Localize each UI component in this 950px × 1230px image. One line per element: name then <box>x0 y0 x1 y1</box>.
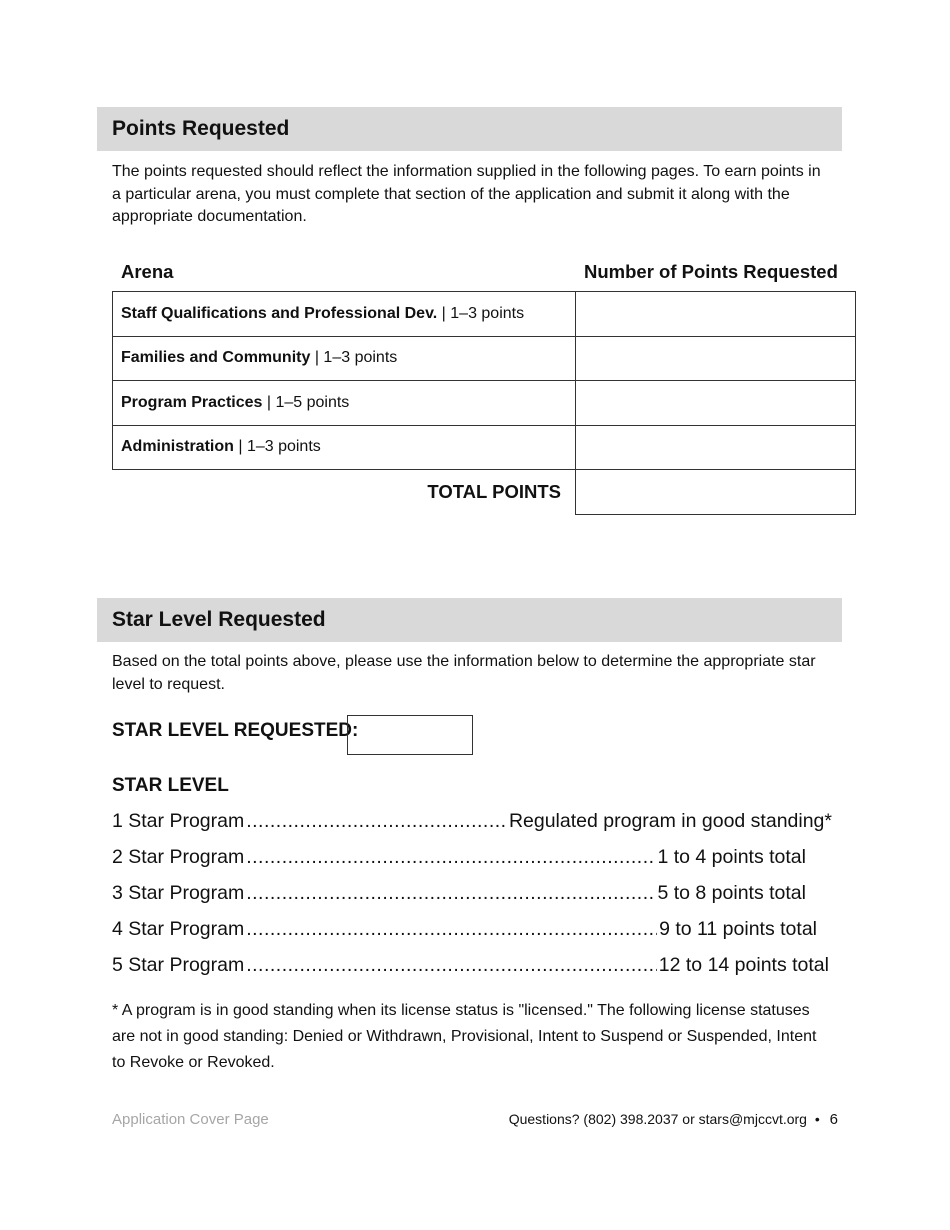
star-level-row <box>112 810 832 836</box>
points-input-staff[interactable] <box>576 292 856 337</box>
dot-leader <box>246 846 655 869</box>
footer-separator: • <box>814 1111 820 1127</box>
footer-contact-text: Questions? (802) 398.2037 or stars@mjccvt.org <box>508 1111 807 1127</box>
star-level-row <box>112 882 806 908</box>
star-program-name: 1 Star Program <box>112 810 245 832</box>
arena-name: Staff Qualifications and Professional Dev. <box>121 304 438 322</box>
arena-column-header: Arena <box>121 261 174 282</box>
footer-section-name: Application Cover Page <box>112 1111 269 1128</box>
arena-name: Families and Community <box>121 349 311 367</box>
star-program-criteria: Regulated program in good standing* <box>508 810 832 832</box>
points-requested-heading <box>97 107 842 151</box>
table-row <box>113 336 856 381</box>
star-program-criteria: 1 to 4 points total <box>657 846 806 868</box>
dot-leader <box>246 918 657 941</box>
arena-range: | 1–3 points <box>310 349 398 367</box>
footer-contact <box>509 1111 838 1128</box>
good-standing-footnote: * A program is in good standing when its license status is "licensed." The following license statuses are not in good standing: Denied or Withdrawn, Provisional, Intent to Suspend or Suspended, Intent to Revoke or Revoked. <box>112 1002 817 1071</box>
star-level-row <box>112 846 806 872</box>
dot-leader <box>246 954 657 977</box>
arena-name: Administration <box>121 438 234 456</box>
points-table <box>112 291 856 515</box>
dot-leader <box>246 810 507 833</box>
arena-name: Program Practices <box>121 393 263 411</box>
star-program-name: 5 Star Program <box>112 954 245 976</box>
arena-range: | 1–5 points <box>262 393 350 411</box>
star-level-row <box>112 918 817 944</box>
arena-range: | 1–3 points <box>437 304 525 322</box>
star-level-heading <box>97 598 842 642</box>
star-program-name: 3 Star Program <box>112 882 245 904</box>
star-program-criteria: 9 to 11 points total <box>659 918 817 940</box>
star-level-list-heading: STAR LEVEL <box>112 775 229 796</box>
points-requested-title: Points Requested <box>112 117 290 140</box>
table-row <box>113 292 856 337</box>
arena-range: | 1–3 points <box>233 438 321 456</box>
arena-cell <box>113 425 576 470</box>
dot-leader <box>246 882 655 905</box>
star-level-row <box>112 954 829 980</box>
points-column-header: Number of Points Requested <box>584 261 838 282</box>
total-points-input[interactable] <box>576 470 856 515</box>
points-input-administration[interactable] <box>576 425 856 470</box>
arena-cell <box>113 381 576 426</box>
total-points-label: TOTAL POINTS <box>427 481 561 502</box>
star-program-name: 2 Star Program <box>112 846 245 868</box>
star-intro-text: Based on the total points above, please use the information below to determine the appropriate star level to request. <box>112 653 816 693</box>
points-intro-text: The points requested should reflect the information supplied in the following pages. To earn points in a particular arena, you must complete that section of the application and submit it along with the appropriate documentation. <box>112 163 821 225</box>
table-row <box>113 381 856 426</box>
points-input-families[interactable] <box>576 336 856 381</box>
star-level-title: Star Level Requested <box>112 608 326 631</box>
star-program-criteria: 5 to 8 points total <box>657 882 806 904</box>
star-program-name: 4 Star Program <box>112 918 245 940</box>
star-level-requested-input[interactable] <box>347 715 473 755</box>
total-row <box>113 470 856 515</box>
page-number: 6 <box>829 1111 838 1128</box>
points-input-program[interactable] <box>576 381 856 426</box>
arena-cell <box>113 292 576 337</box>
star-program-criteria: 12 to 14 points total <box>658 954 829 976</box>
star-level-requested-label: STAR LEVEL REQUESTED: <box>112 720 359 741</box>
arena-cell <box>113 336 576 381</box>
table-row <box>113 425 856 470</box>
